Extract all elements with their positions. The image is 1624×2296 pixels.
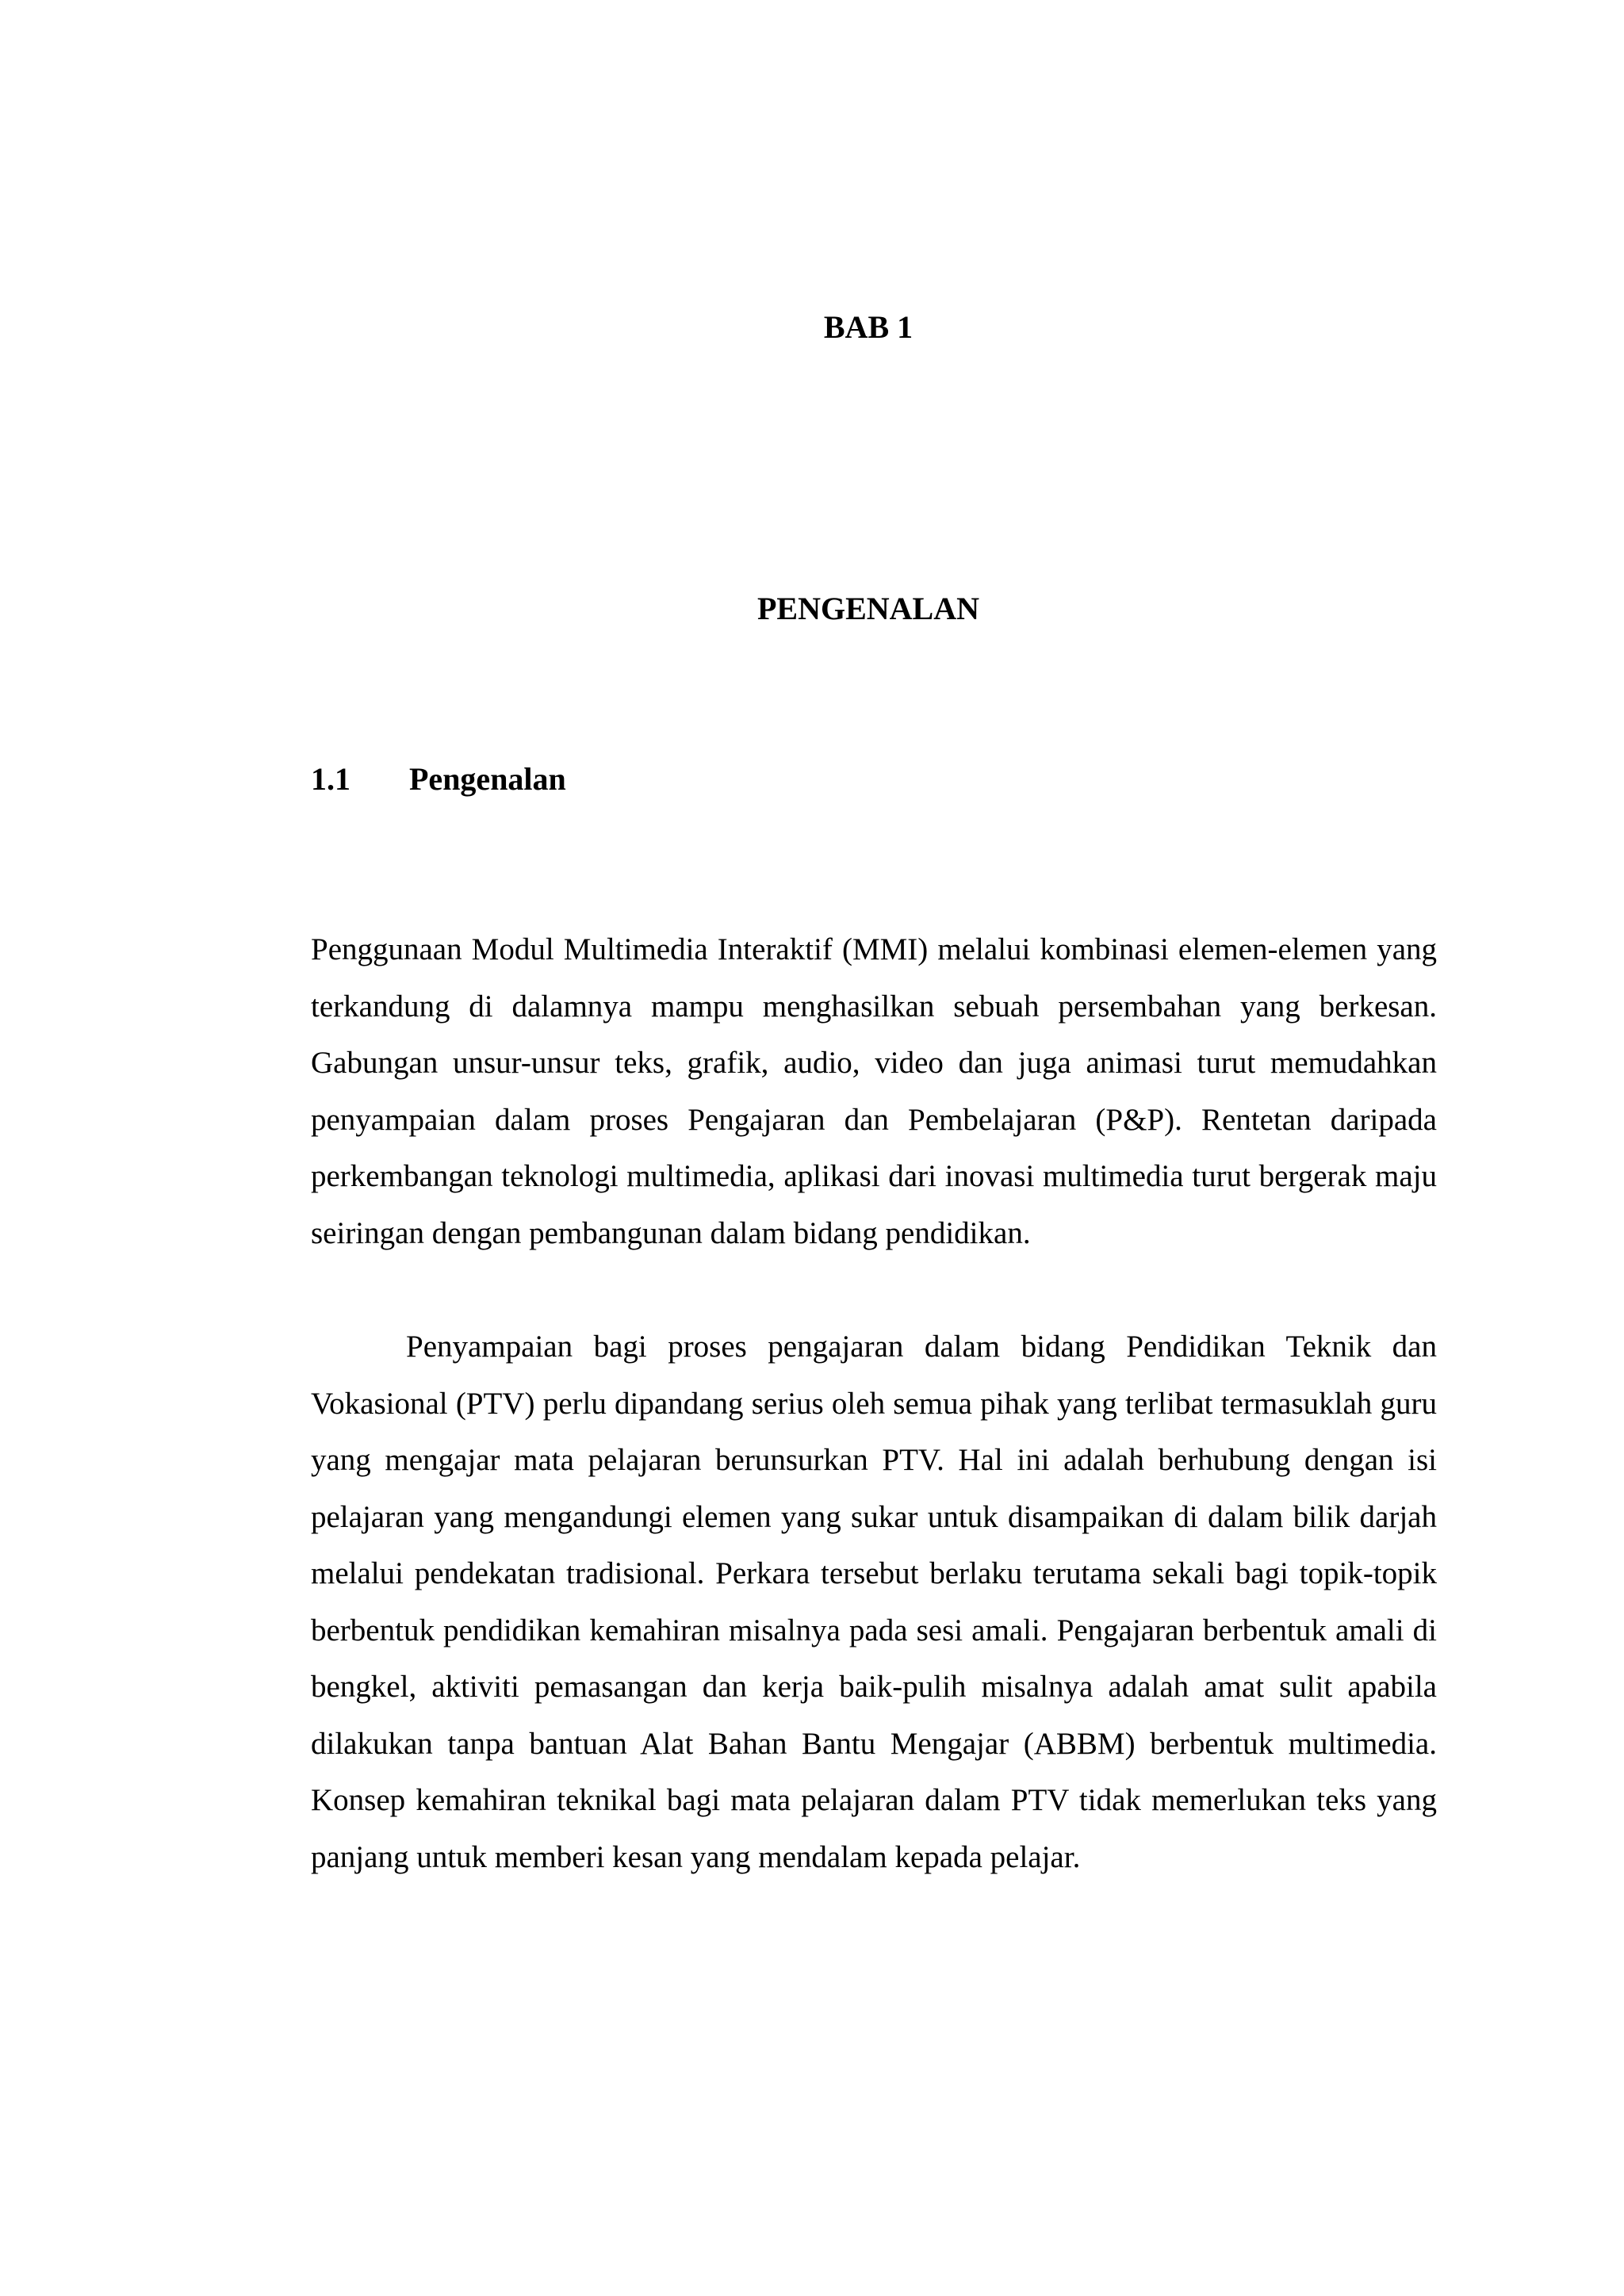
section-title: Pengenalan xyxy=(409,761,566,797)
body-paragraph-2: Penyampaian bagi proses pengajaran dalam bidang Pendidikan Teknik dan Vokasional (PTV) perlu dipandang serius oleh semua pihak yang terlibat termasuklah guru yang mengajar mata pelajaran berunsurkan PTV. Hal ini adalah berhubung dengan isi pelajaran yang mengandungi elemen yang sukar untuk disampaikan di dalam bilik darjah melalui pendekatan tradisional. Perkara tersebut berlaku terutama sekali bagi topik-topik berbentuk pendidikan kemahiran misalnya pada sesi amali. Pengajaran berbentuk amali di bengkel, aktiviti pemasangan dan kerja baik-pulih misalnya adalah amat sulit apabila dilakukan tanpa bantuan Alat Bahan Bantu Mengajar (ABBM) berbentuk multimedia. Konsep kemahiran teknikal bagi mata pelajaran dalam PTV tidak memerlukan teks yang panjang untuk memberi kesan yang mendalam kepada pelajar. xyxy=(311,1330,1437,1874)
section-number: 1.1 xyxy=(311,761,350,797)
chapter-number: BAB 1 xyxy=(823,309,914,345)
section-heading xyxy=(311,757,566,802)
body-paragraph-1: Penggunaan Modul Multimedia Interaktif (MMI) melalui kombinasi elemen-elemen yang terkandung di dalamnya mampu menghasilkan sebuah persembahan yang berkesan. Gabungan unsur-unsur teks, grafik, audio, video dan juga animasi turut memudahkan penyampaian dalam proses Pengajaran dan Pembelajaran (P&P). Rentetan daripada perkembangan teknologi multimedia, aplikasi dari inovasi multimedia turut bergerak maju seiringan dengan pembangunan dalam bidang pendidikan. xyxy=(311,932,1437,1250)
chapter-title: PENGENALAN xyxy=(756,591,980,626)
